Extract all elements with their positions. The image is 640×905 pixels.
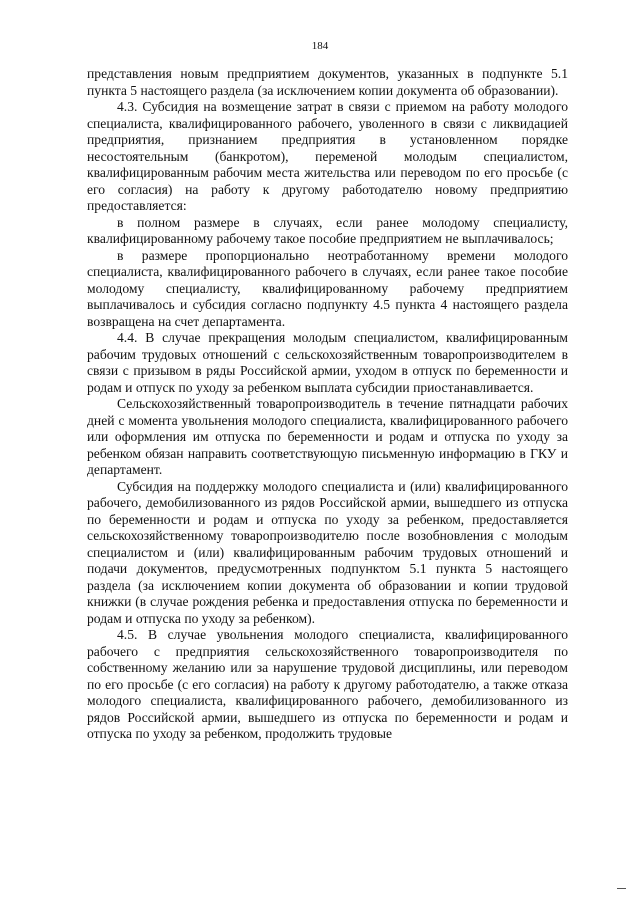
scan-mark bbox=[617, 888, 626, 889]
paragraph-4-3: 4.3. Субсидия на возмещение затрат в связи с приемом на работу молодого специалиста, квалифицированного рабочего, уволенного в связи с ликвидацией предприятия, признанием предприятия в установленном порядке несостоятельным (банкротом), переменой молодым специалистом, квалифицированным рабочим места жительства или переводом по его просьбе (с его согласия) на работу к другому работодателю новому предприятию предоставляется: bbox=[87, 99, 568, 213]
paragraph-continuation: представления новым предприятием документов, указанных в подпункте 5.1 пункта 5 настоящего раздела (за исключением копии документа об образовании). bbox=[87, 66, 568, 98]
paragraph-4-4: 4.4. В случае прекращения молодым специалистом, квалифицированным рабочим трудовых отношений с сельскохозяйственным товаропроизводителем в связи с призывом в ряды Российской армии, уходом в отпуск по беременности и родам и отпуск по уходу за ребенком выплата субсидии приостанавливается. bbox=[87, 330, 568, 395]
paragraph-producer-notice: Сельскохозяйственный товаропроизводитель в течение пятнадцати рабочих дней с момента увольнения молодого специалиста, квалифицированного рабочего или оформления им отпуска по беременности и родам и отпуска по уходу за ребенком обязан направить соответствующую письменную информацию в ГКУ и департамент. bbox=[87, 396, 568, 477]
paragraph-proportional-amount: в размере пропорционально неотработанному времени молодого специалиста, квалифицированного рабочего в случаях, если ранее такое пособие молодому специалисту, квалифицированному рабочему предприятием выплачивалось и субсидия согласно подпункту 4.5 пункта 4 настоящего раздела возвращена на счет департамента. bbox=[87, 247, 568, 329]
paragraph-full-amount: в полном размере в случаях, если ранее молодому специалисту, квалифицированному рабочему такое пособие предприятием не выплачивалось; bbox=[87, 214, 568, 246]
paragraph-subsidy-resumption: Субсидия на поддержку молодого специалиста и (или) квалифицированного рабочего, демобилизованного из рядов Российской армии, вышедшего из отпуска по беременности и родам и отпуска по уходу за ребенком, предоставляется сельскохозяйственному товаропроизводителю после возобновления с молодым специалистом и (или) квалифицированным рабочим трудовых отношений и подачи документов, предусмотренных подпунктом 5.1 пункта 5 настоящего раздела (за исключением копии документа об образовании и копии трудовой книжки (в случае рождения ребенка и предоставления отпуска по беременности и родам и отпуска по уходу за ребенком). bbox=[87, 478, 568, 626]
document-body bbox=[87, 66, 568, 743]
paragraph-4-5: 4.5. В случае увольнения молодого специалиста, квалифицированного рабочего с предприятия сельскохозяйственного товаропроизводителя по собственному желанию или за нарушение трудовой дисциплины, или переводом по его просьбе (с его согласия) на работу к другому работодателю, а также отказа молодого специалиста, квалифицированного рабочего, демобилизованного из рядов Российской армии, вышедшего из отпуска по беременности и родам и отпуска по уходу за ребенком, продолжить трудовые bbox=[87, 627, 568, 741]
page-number: 184 bbox=[311, 40, 329, 52]
